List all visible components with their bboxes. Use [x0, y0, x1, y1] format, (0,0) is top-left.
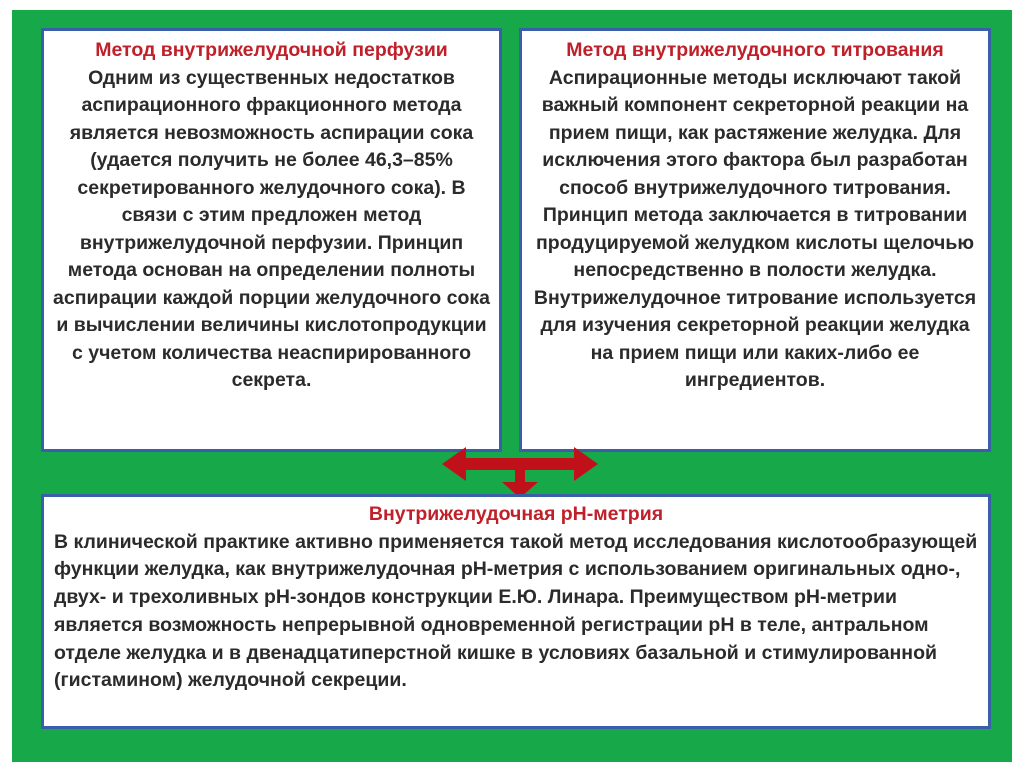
left-arrowhead-icon	[442, 447, 466, 481]
perfusion-method-text: Одним из существенных недостатков аспирационного фракционного метода является невозможность аспирации сока (удается получить не более 46,3–85% секретированного желудочного сока). В связи с этим предложен метод внутрижелудочной перфузии. Принцип метода основан на определении полноты аспирации каждой порции желудочного сока и вычислении величины кислотопродукции с учетом количества неаспирированного секрета.	[53, 66, 490, 391]
ph-metry-title: Внутрижелудочная рН-метрия	[368, 503, 664, 525]
double-arrow-t-connector-icon	[440, 444, 600, 500]
ph-metry-card	[41, 494, 991, 729]
titration-method-title: Метод внутрижелудочного титрования	[566, 39, 944, 61]
perfusion-method-title: Метод внутрижелудочной перфузии	[95, 39, 448, 61]
titration-method-card	[519, 28, 991, 452]
titration-method-text: Аспирационные методы исключают такой важный компонент секреторной реакции на прием пищи, как растяжение желудка. Для исключения этого фактора был разработан способ внутрижелудочного титрования. Принцип метода заключается в титровании продуцируемой желудком кислоты щелочью непосредственно в полости желудка. Внутрижелудочное титрование используется для изучения секреторной реакции желудка на прием пищи или каких-либо ее ингредиентов.	[533, 66, 977, 391]
perfusion-method-card	[41, 28, 502, 452]
right-arrowhead-icon	[574, 447, 598, 481]
ph-metry-text: В клинической практике активно применяется такой метод исследования кислотообразующей функции желудка, как внутрижелудочная рН-метрия с использованием оригинальных одно-, двух- и трехоливных рН-зондов конструкции Е.Ю. Линара. Преимуществом рН-метрии является возможность непрерывной одновременной регистрации рН в теле, антральном отделе желудка и в двенадцатиперстной кишке в условиях базальной и стимулированной (гистамином) желудочной секреции.	[54, 530, 978, 692]
